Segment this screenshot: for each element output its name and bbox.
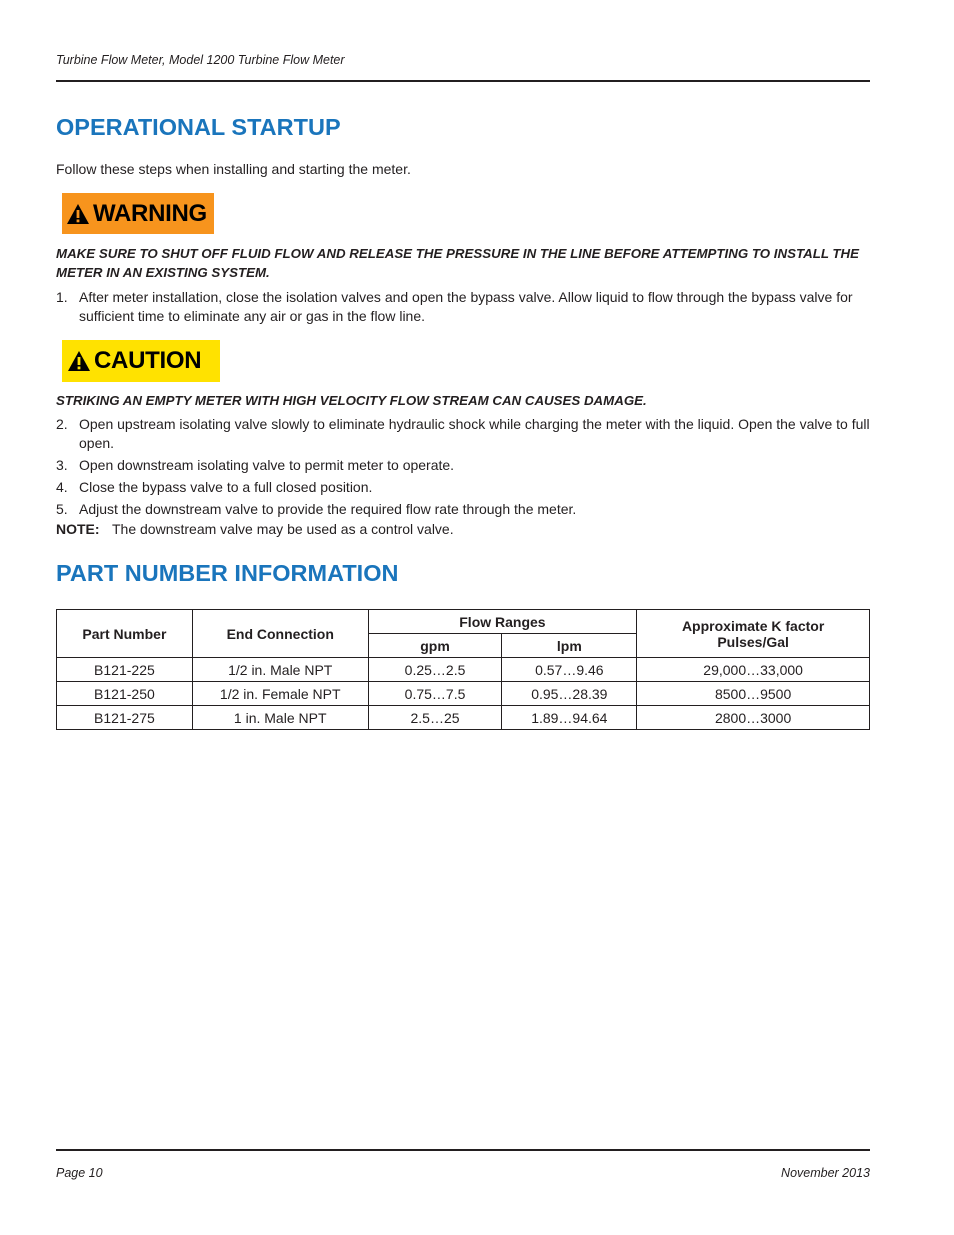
cell-end-connection: 1/2 in. Male NPT <box>192 658 368 682</box>
cell-part-number: B121-275 <box>57 706 193 730</box>
cell-end-connection: 1/2 in. Female NPT <box>192 682 368 706</box>
section-heading-part-number-information: PART NUMBER INFORMATION <box>56 560 399 586</box>
header-k-factor-line2: Pulses/Gal <box>717 633 789 650</box>
header-part-number: Part Number <box>57 610 193 658</box>
cell-end-connection: 1 in. Male NPT <box>192 706 368 730</box>
note-text: The downstream valve may be used as a control valve. <box>112 521 454 537</box>
cell-gpm: 2.5…25 <box>368 706 502 730</box>
steps-list-2 <box>56 415 870 522</box>
header-k-factor <box>637 610 870 658</box>
cell-lpm: 1.89…94.64 <box>502 706 637 730</box>
section-heading-operational-startup: OPERATIONAL STARTUP <box>56 114 341 140</box>
page-number: Page 10 <box>56 1166 103 1180</box>
warning-triangle-icon <box>66 203 90 225</box>
table-row <box>57 682 870 706</box>
caution-message: STRIKING AN EMPTY METER WITH HIGH VELOCITY FLOW STREAM CAN CAUSES DAMAGE. <box>56 393 647 408</box>
step-number: 2. <box>56 416 68 432</box>
cell-lpm: 0.95…28.39 <box>502 682 637 706</box>
footer-rule <box>56 1149 870 1151</box>
warning-message: MAKE SURE TO SHUT OFF FLUID FLOW AND RELEASE THE PRESSURE IN THE LINE BEFORE ATTEMPTING TO INSTALL THE METER IN AN EXISTING SYSTEM. <box>56 246 859 280</box>
header-flow-ranges: Flow Ranges <box>368 610 637 634</box>
header-gpm: gpm <box>368 634 502 658</box>
running-header: Turbine Flow Meter, Model 1200 Turbine Flow Meter <box>56 53 345 67</box>
step-number: 1. <box>56 289 68 305</box>
part-number-table <box>56 609 870 730</box>
list-item <box>56 500 870 519</box>
warning-label: WARNING <box>93 199 207 227</box>
caution-sign <box>62 340 220 382</box>
cell-k-factor: 2800…3000 <box>637 706 870 730</box>
cell-k-factor: 8500…9500 <box>637 682 870 706</box>
caution-triangle-icon <box>67 350 91 372</box>
cell-gpm: 0.75…7.5 <box>368 682 502 706</box>
list-item <box>56 478 870 497</box>
caution-label: CAUTION <box>94 347 202 374</box>
intro-text: Follow these steps when installing and starting the meter. <box>56 161 411 177</box>
cell-part-number: B121-225 <box>57 658 193 682</box>
list-item <box>56 456 870 475</box>
header-end-connection: End Connection <box>192 610 368 658</box>
cell-part-number: B121-250 <box>57 682 193 706</box>
step-text: Open upstream isolating valve slowly to eliminate hydraulic shock while charging the meter with the liquid. Open the valve to full open. <box>79 416 870 451</box>
cell-lpm: 0.57…9.46 <box>502 658 637 682</box>
header-lpm: lpm <box>502 634 637 658</box>
step-number: 3. <box>56 456 68 473</box>
step-text: Open downstream isolating valve to permit meter to operate. <box>79 456 455 473</box>
step-text: After meter installation, close the isolation valves and open the bypass valve. Allow liquid to flow through the bypass valve for sufficient time to eliminate any air or gas in the flow line. <box>79 289 853 324</box>
step-number: 5. <box>56 500 68 517</box>
list-item <box>56 415 870 452</box>
table-row <box>57 658 870 682</box>
note <box>56 521 454 537</box>
step-text: Adjust the downstream valve to provide the required flow rate through the meter. <box>79 500 577 517</box>
note-label: NOTE: <box>56 521 100 537</box>
warning-sign <box>62 193 214 234</box>
header-k-factor-line1: Approximate K factor <box>681 617 825 634</box>
step-text: Close the bypass valve to a full closed position. <box>79 478 373 495</box>
steps-list-1 <box>56 288 870 325</box>
header-rule <box>56 80 870 82</box>
cell-gpm: 0.25…2.5 <box>368 658 502 682</box>
cell-k-factor: 29,000…33,000 <box>637 658 870 682</box>
step-number: 4. <box>56 478 68 495</box>
list-item <box>56 288 870 325</box>
publication-date: November 2013 <box>781 1166 870 1180</box>
table-row <box>57 706 870 730</box>
